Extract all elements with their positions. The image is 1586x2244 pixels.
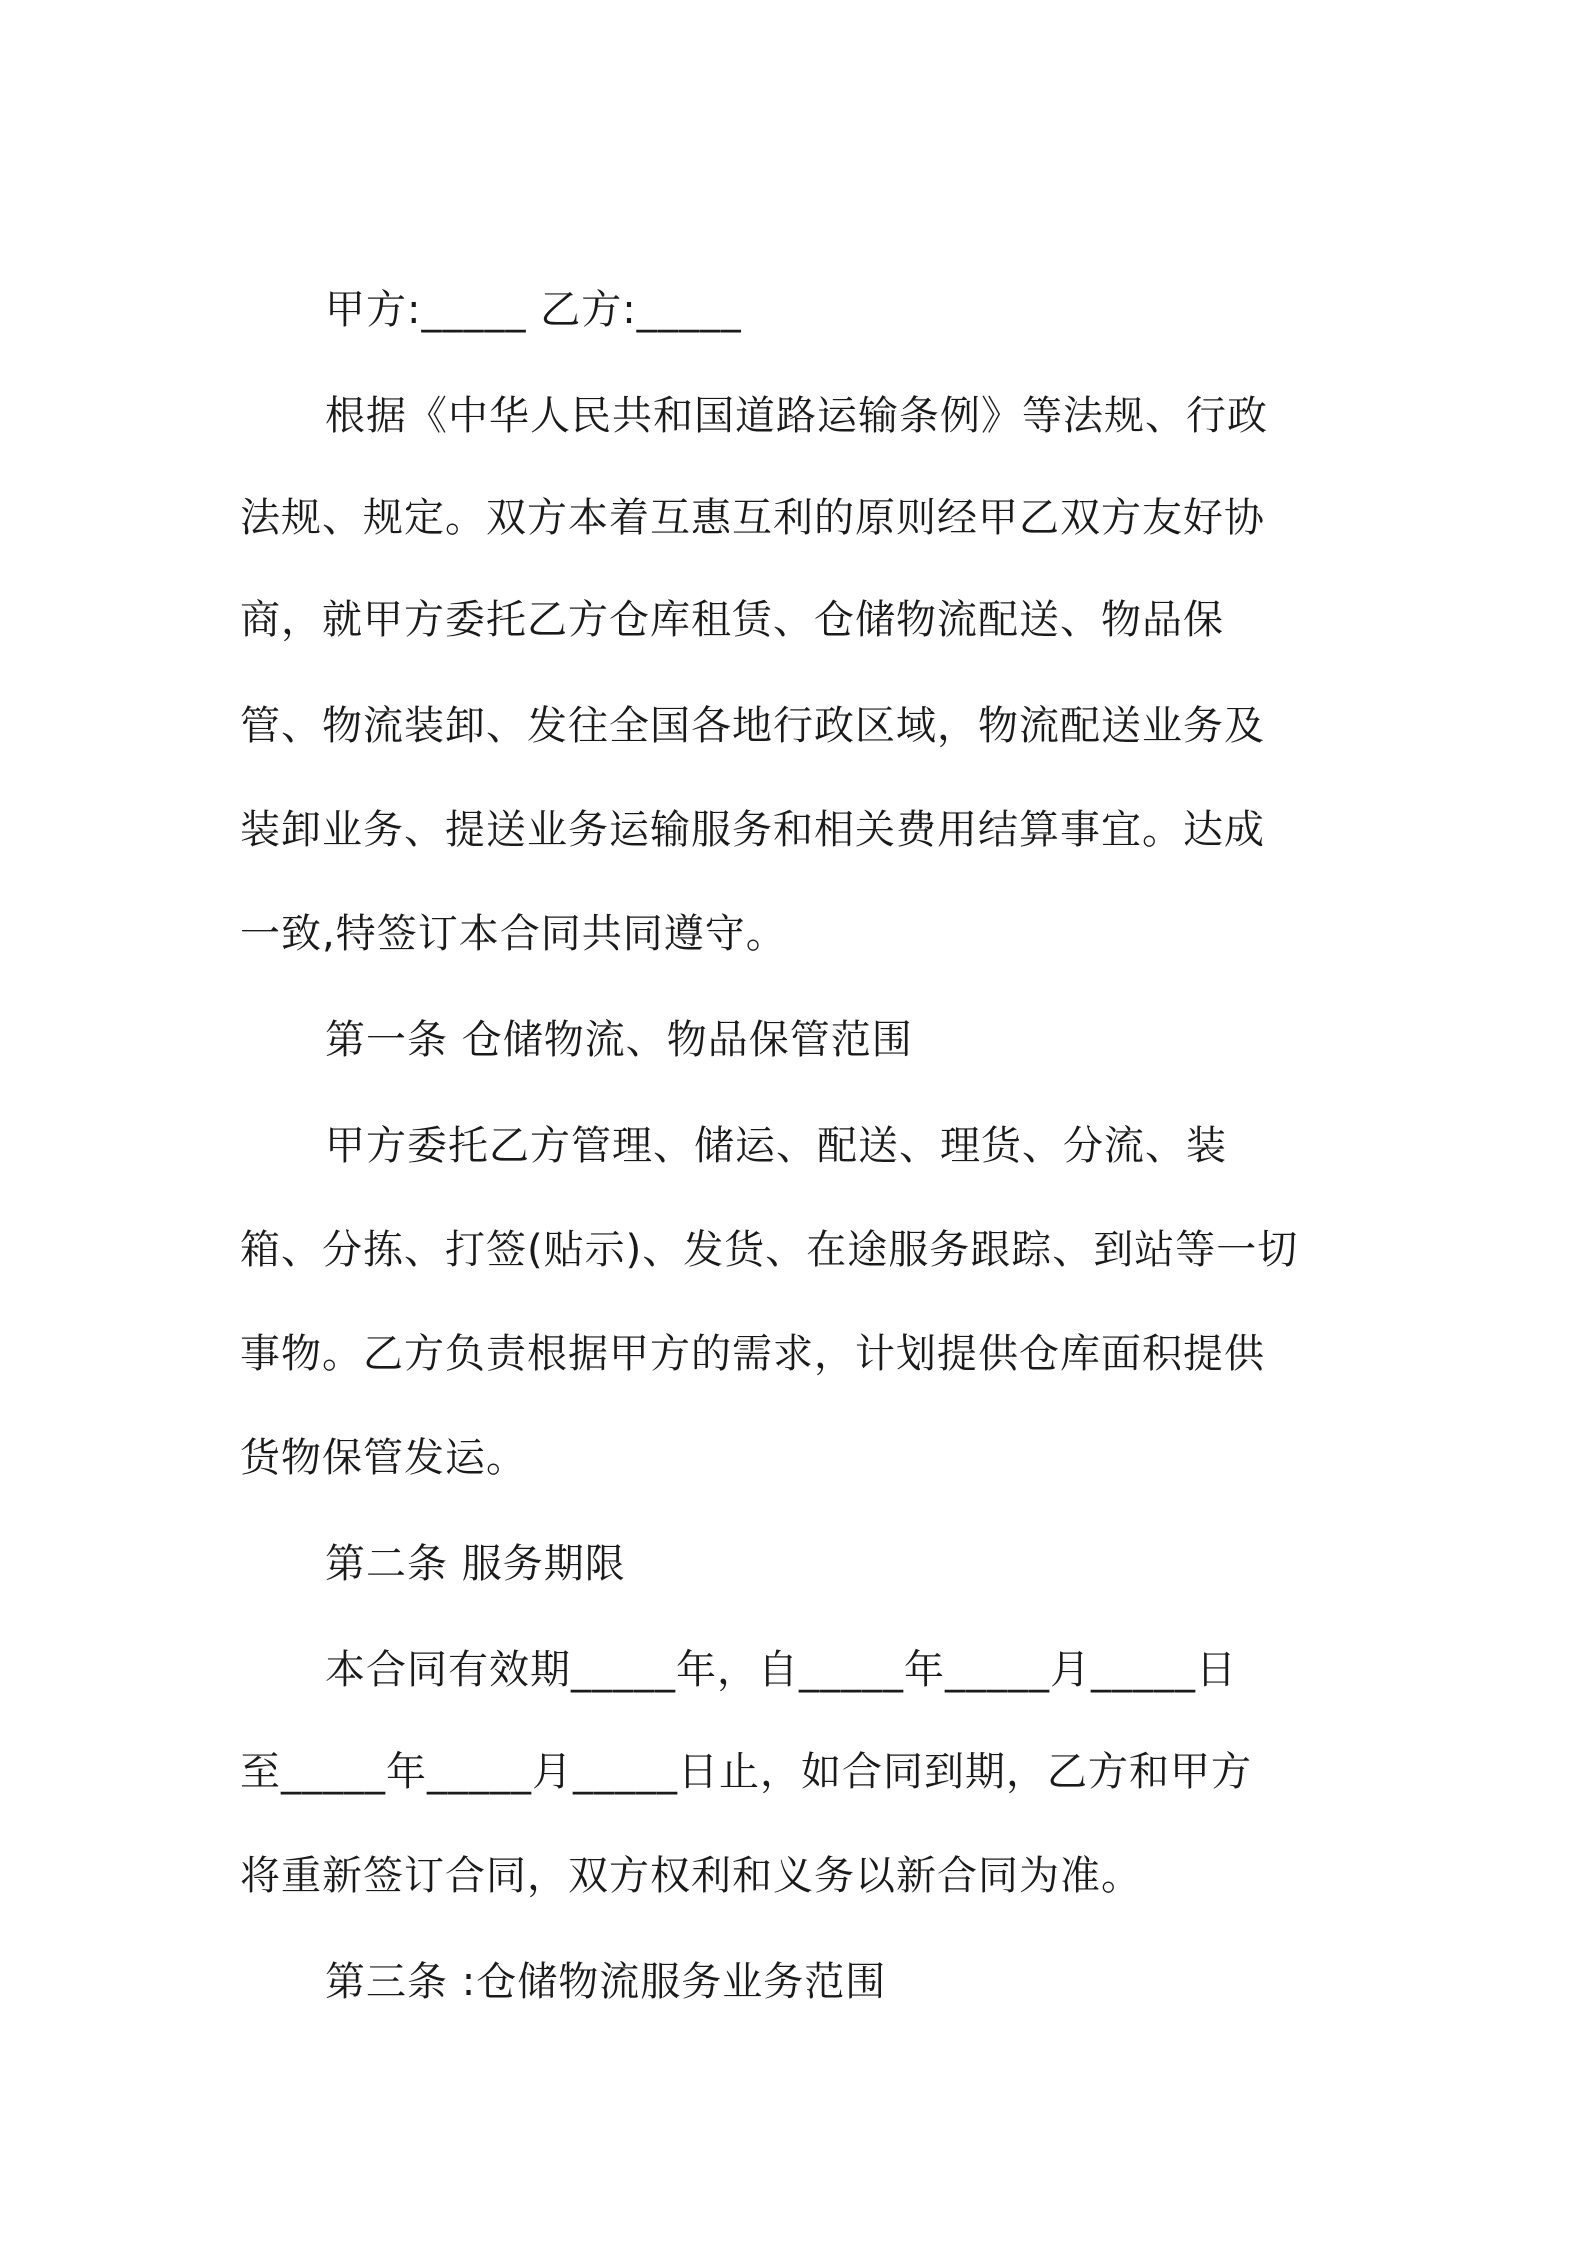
preamble-line-3: 商，就甲方委托乙方仓库租赁、仓储物流配送、物品保 <box>240 597 1224 643</box>
article-1-line-4: 货物保管发运。 <box>240 1435 527 1481</box>
parties-line: 甲方:_____ 乙方:_____ <box>325 287 742 333</box>
preamble-line-6: 一致,特签订本合同共同遵守。 <box>240 911 787 957</box>
article-2-line-1: 本合同有效期_____年，自_____年_____月_____日 <box>325 1647 1237 1693</box>
article-2-heading: 第二条 服务期限 <box>325 1541 626 1587</box>
article-2-line-3: 将重新签订合同，双方权利和义务以新合同为准。 <box>240 1853 1142 1899</box>
preamble-line-5: 装卸业务、提送业务运输服务和相关费用结算事宜。达成 <box>240 807 1265 853</box>
preamble-line-4: 管、物流装卸、发往全国各地行政区域，物流配送业务及 <box>240 703 1265 749</box>
article-1-line-3: 事物。乙方负责根据甲方的需求，计划提供仓库面积提供 <box>240 1331 1265 1377</box>
preamble-line-2: 法规、规定。双方本着互惠互利的原则经甲乙双方友好协 <box>240 495 1265 541</box>
article-1-line-1: 甲方委托乙方管理、储运、配送、理货、分流、装 <box>325 1123 1227 1169</box>
article-1-heading: 第一条 仓储物流、物品保管范围 <box>325 1017 913 1063</box>
article-2-line-2: 至_____年_____月_____日止，如合同到期，乙方和甲方 <box>240 1749 1252 1795</box>
preamble-line-1: 根据《中华人民共和国道路运输条例》等法规、行政 <box>325 393 1268 439</box>
article-1-line-2: 箱、分拣、打签(贴示)、发货、在途服务跟踪、到站等一切 <box>240 1227 1299 1273</box>
article-3-heading: 第三条 :仓储物流服务业务范围 <box>325 1959 887 2005</box>
